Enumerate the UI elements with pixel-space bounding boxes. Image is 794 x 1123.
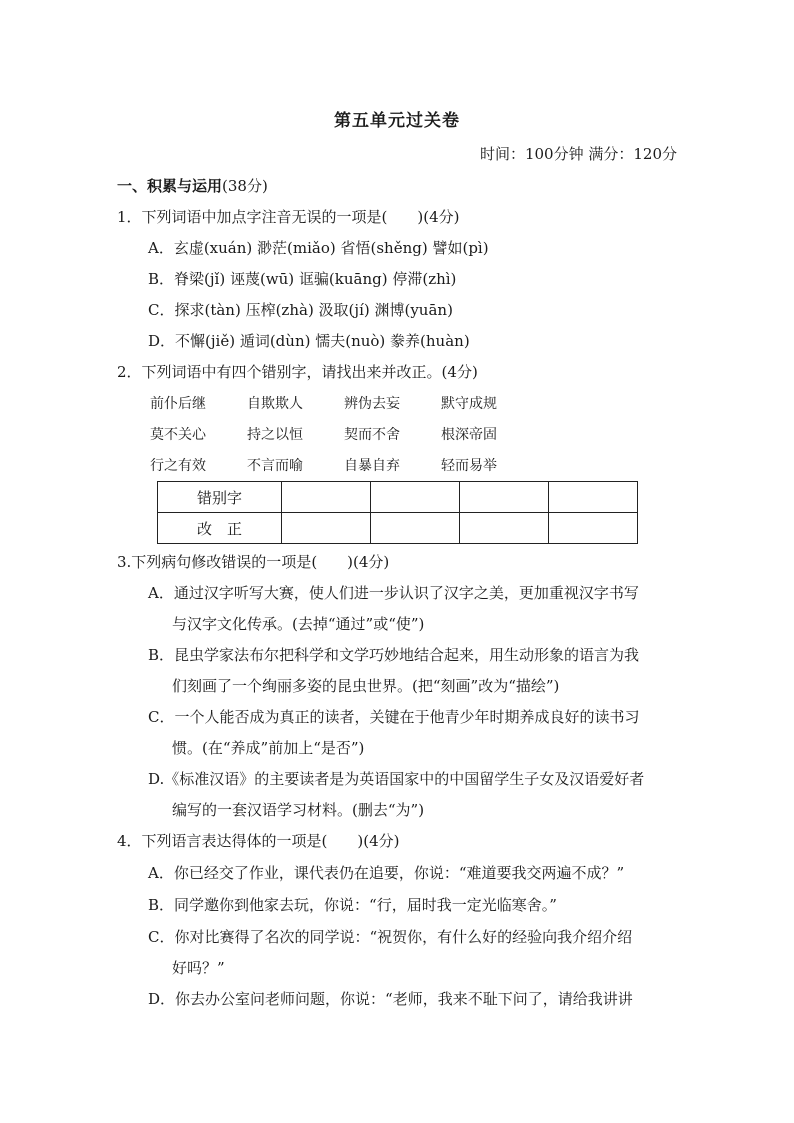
question-4-score: )(4分) [357,832,400,850]
word-item: 行之有效 [150,458,206,474]
answer-cell[interactable] [460,513,549,544]
question-3-score: )(4分) [347,553,390,571]
question-3-option-d: D.《标准汉语》的主要读者是为英语国家中的中国留学生子女及汉语爱好者 [148,770,645,788]
question-3-option-b-cont: 们刻画了一个绚丽多姿的昆虫世界。(把“刻画”改为“描绘”) [172,677,560,695]
time-info: 时间：100分钟 满分：120分 [479,145,677,163]
question-3-option-b: B．昆虫学家法布尔把科学和文学巧妙地结合起来，用生动形象的语言为我 [148,646,640,664]
question-3-option-c: C．一个人能否成为真正的读者，关键在于他青少年时期养成良好的读书习 [148,708,640,726]
question-4-text: 4．下列语言表达得体的一项是( [117,832,328,850]
answer-cell[interactable] [282,482,371,513]
section-label: 一、积累与运用 [117,177,223,195]
table-header-wrong-char: 错别字 [158,482,282,513]
question-4-option-c-cont: 好吗？” [172,959,225,977]
question-1-stem [117,206,460,228]
question-1-option-a: A．玄虚(xuán) 渺茫(miǎo) 省悟(shěng) 譬如(pì) [148,239,489,257]
question-3-option-c-cont: 惯。(在“养成”前加上“是否”) [172,739,365,757]
question-1-option-c: C．探求(tàn) 压榨(zhà) 汲取(jí) 渊博(yuān) [148,301,453,319]
word-item: 根深帝固 [441,427,497,443]
question-4-option-a: A．你已经交了作业，课代表仍在追要，你说：“难道要我交两遍不成？” [148,864,625,882]
table-row [158,482,638,513]
word-item: 不言而喻 [247,458,303,474]
question-1-option-b: B．脊梁(jǐ) 诬蔑(wū) 诓骗(kuāng) 停滞(zhì) [148,270,457,288]
answer-cell[interactable] [371,482,460,513]
question-4-stem [117,830,400,852]
question-2-stem: 2．下列词语中有四个错别字，请找出来并改正。(4分) [117,363,478,381]
section-score: (38分) [222,177,268,195]
question-3-text: 3.下列病句修改错误的一项是( [117,553,318,571]
question-4-option-b: B．同学邀你到他家去玩，你说：“行，届时我一定光临寒舍。” [148,896,557,914]
correction-table [157,481,638,544]
word-item: 自暴自弃 [344,458,400,474]
word-item: 前仆后继 [150,396,206,412]
answer-cell[interactable] [282,513,371,544]
word-item: 持之以恒 [247,427,303,443]
question-4-option-c: C．你对比赛得了名次的同学说：“祝贺你，有什么好的经验向我介绍介绍 [148,928,633,946]
word-row [150,394,538,414]
question-1-score: )(4分) [417,208,460,226]
question-3-option-a: A．通过汉字听写大赛，使人们进一步认识了汉字之美，更加重视汉字书写 [148,584,639,602]
answer-cell[interactable] [549,513,638,544]
answer-cell[interactable] [549,482,638,513]
word-item: 轻而易举 [441,458,497,474]
section-heading [117,175,268,197]
word-item: 默守成规 [441,396,497,412]
word-item: 莫不关心 [150,427,206,443]
page-title: 第五单元过关卷 [334,111,460,131]
table-row [158,513,638,544]
word-row [150,425,538,445]
table-header-correction: 改 正 [158,513,282,544]
word-item: 辨伪去妄 [344,396,400,412]
question-3-option-d-cont: 编写的一套汉语学习材料。(删去“为”) [172,801,425,819]
question-3-stem [117,551,389,573]
question-4-option-d: D．你去办公室问老师问题，你说：“老师，我来不耻下问了，请给我讲讲 [148,990,633,1008]
word-row [150,456,538,476]
question-1-text: 1．下列词语中加点字注音无误的一项是( [117,208,388,226]
question-3-option-a-cont: 与汉字文化传承。(去掉“通过”或“使”) [172,615,425,633]
word-item: 自欺欺人 [247,396,303,412]
question-1-option-d: D．不懈(jiě) 遁词(dùn) 懦夫(nuò) 豢养(huàn) [148,332,470,350]
answer-cell[interactable] [460,482,549,513]
answer-cell[interactable] [371,513,460,544]
word-item: 契而不舍 [344,427,400,443]
